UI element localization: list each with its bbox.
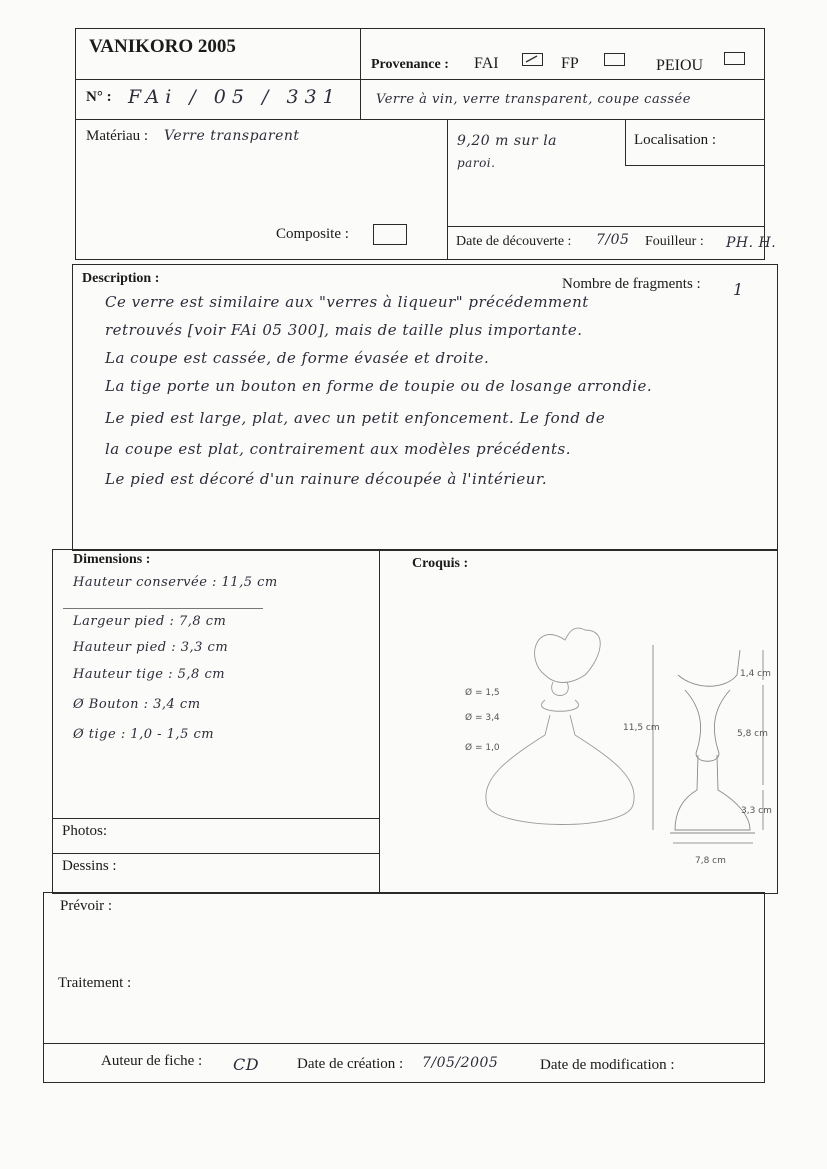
check-mark-icon [523,54,542,65]
drawings-top-line [52,853,379,854]
object-title-value[interactable]: Verre à vin, verre transparent, coupe cassée [376,92,691,107]
dimensions-divider [379,549,380,894]
fragments-value[interactable]: 1 [733,280,744,299]
material-value[interactable]: Verre transparent [164,128,300,144]
dimension-line[interactable]: Ø Bouton : 3,4 cm [73,697,201,712]
sketch-height-cup: 1,4 cm [740,669,771,679]
composite-label: Composite : [276,226,349,242]
drawings-label: Dessins : [62,858,117,874]
provenance-peiou-label: PEIOU [656,57,704,74]
localisation-label: Localisation : [634,132,717,148]
prevoir-label: Prévoir : [60,898,113,914]
photos-label: Photos: [62,823,108,839]
description-line[interactable]: Ce verre est similaire aux "verres à liqueur" précédemment [105,293,589,311]
header-divider [360,28,361,80]
provenance-peiou-checkbox[interactable] [724,52,745,65]
discovery-top-line [447,226,765,227]
description-line[interactable]: Le pied est décoré d'un rainure découpée à l'intérieur. [105,470,548,488]
sketch-diam-1: Ø = 1,5 [465,688,500,698]
dimension-line[interactable]: Largeur pied : 7,8 cm [73,614,227,629]
depth-note-line-2[interactable]: paroi. [457,156,496,170]
form-title: VANIKORO 2005 [89,36,236,57]
number-label: N° : [86,89,112,105]
provenance-fp-checkbox[interactable] [604,53,625,66]
provenance-label: Provenance : [371,57,449,72]
sketch-width: 7,8 cm [695,856,726,866]
description-label: Description : [82,271,160,286]
provenance-fai-checkbox[interactable] [522,53,543,66]
dimension-line[interactable]: Ø tige : 1,0 - 1,5 cm [73,727,215,742]
discovery-date-label: Date de découverte : [456,234,572,249]
description-line[interactable]: Le pied est large, plat, avec un petit enfoncement. Le fond de [105,409,606,427]
sketch-label: Croquis : [412,556,469,571]
excavator-label: Fouilleur : [645,234,704,249]
sketch-glass-front-view [486,628,634,824]
dimension-line[interactable]: Hauteur pied : 3,3 cm [73,640,229,655]
excavator-value[interactable]: PH. H. [726,235,777,251]
description-line[interactable]: La coupe est cassée, de forme évasée et droite. [105,349,490,367]
modified-date-label: Date de modification : [540,1057,675,1073]
number-divider [360,80,361,120]
dimensions-label: Dimensions : [73,552,151,567]
provenance-fai-label: FAI [474,55,499,72]
glass-sketch [385,590,775,890]
depth-note-line-1[interactable]: 9,20 m sur la [457,133,558,149]
composite-checkbox[interactable] [373,224,407,245]
author-label: Auteur de fiche : [101,1053,203,1069]
sketch-height-stem: 5,8 cm [737,729,768,739]
description-line[interactable]: La tige porte un bouton en forme de toupie ou de losange arrondie. [105,377,653,395]
plan-treatment-block [43,892,765,1044]
discovery-date-value[interactable]: 7/05 [596,232,630,248]
description-line[interactable]: la coupe est plat, contrairement aux modèles précédents. [105,440,572,458]
fragments-label: Nombre de fragments : [562,276,701,292]
traitement-label: Traitement : [58,975,132,991]
material-divider [447,120,448,260]
created-date-value[interactable]: 7/05/2005 [422,1055,499,1071]
material-label: Matériau : [86,128,149,144]
number-value[interactable]: FAi / 05 / 331 [128,86,341,108]
sketch-diam-2: Ø = 3,4 [465,713,500,723]
hand-rule [63,608,263,609]
sketch-height-foot: 3,3 cm [741,806,772,816]
dimension-line[interactable]: Hauteur conservée : 11,5 cm [73,575,278,590]
provenance-fp-label: FP [561,55,579,72]
created-date-label: Date de création : [297,1056,404,1072]
sketch-height-total: 11,5 cm [623,723,660,733]
description-line[interactable]: retrouvés [voir FAi 05 300], mais de taille plus importante. [105,321,583,339]
sketch-diam-3: Ø = 1,0 [465,743,500,753]
author-value[interactable]: CD [233,1055,260,1074]
photos-top-line [52,818,379,819]
dimension-line[interactable]: Hauteur tige : 5,8 cm [73,667,226,682]
